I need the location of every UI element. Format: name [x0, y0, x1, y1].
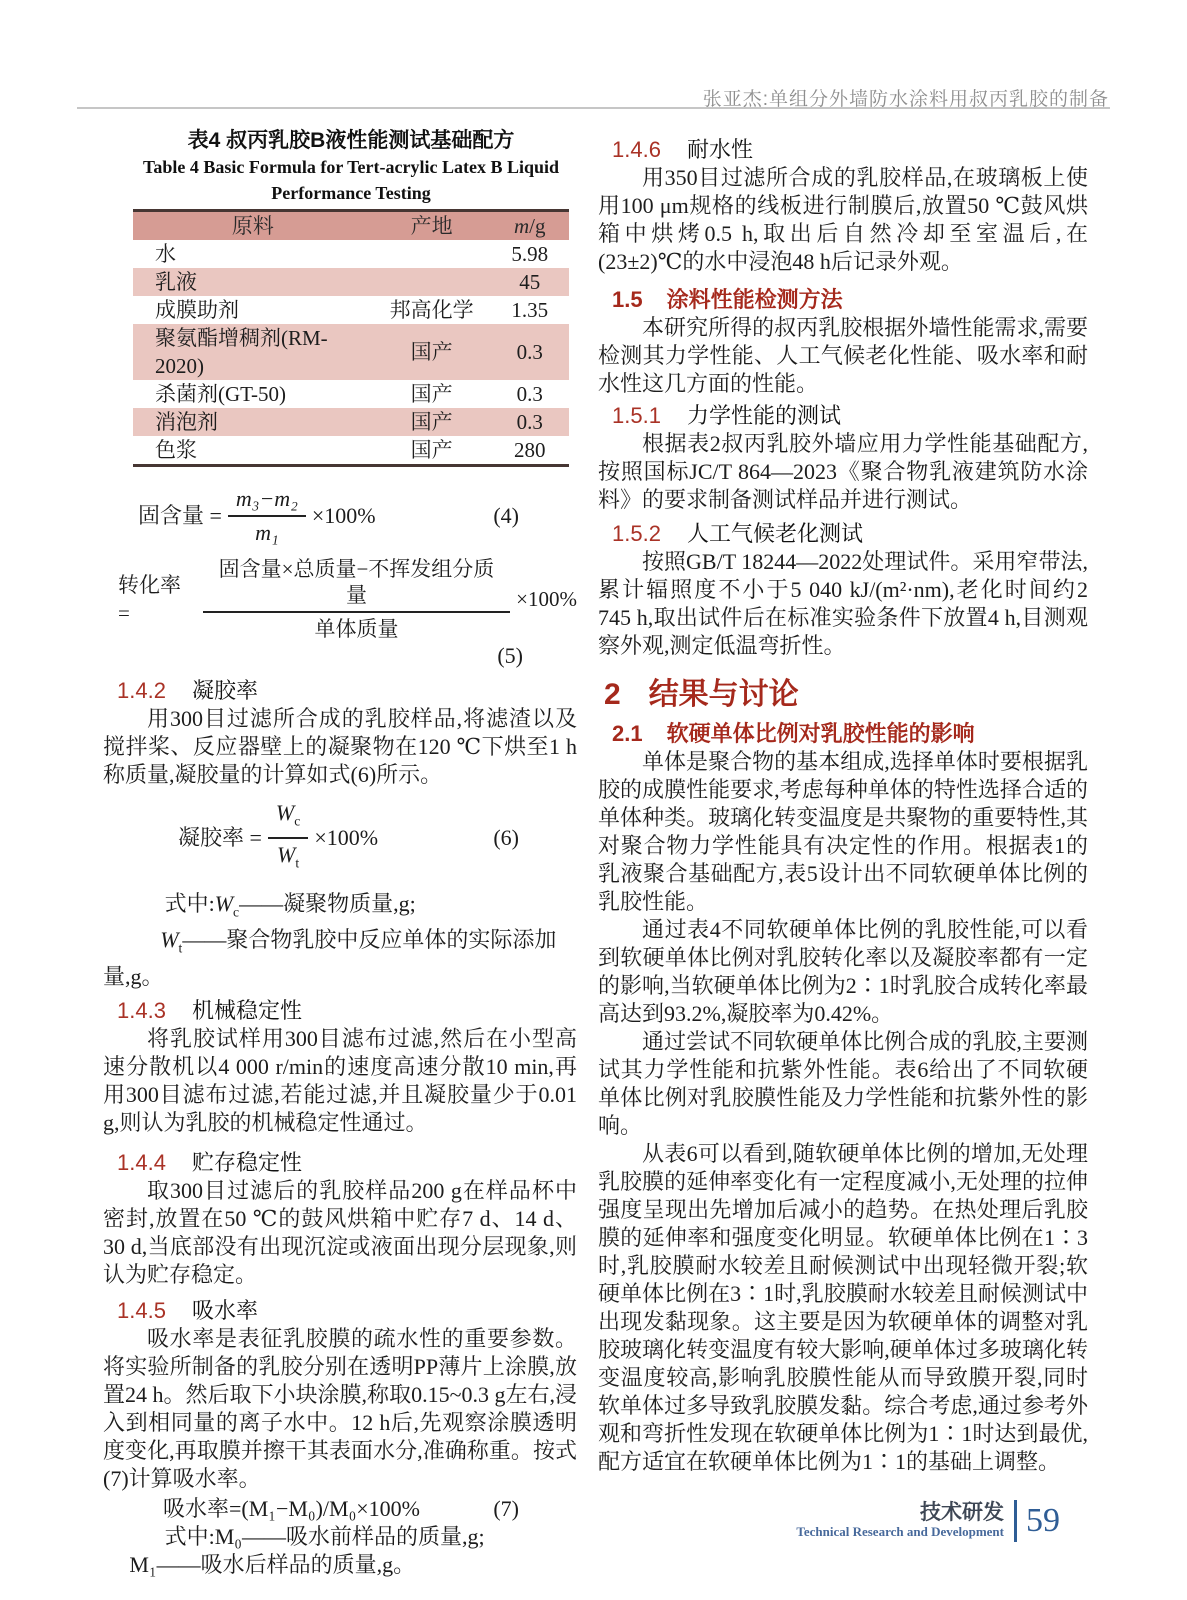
eq6-denominator: $W_t$: [277, 842, 300, 871]
paragraph-water-resistance: 用350目过滤所合成的乳胶样品,在玻璃板上使用100 μm规格的线板进行制膜后,放置50 ℃鼓风烘箱中烘烤0.5 h,取出后自然冷却至室温后,在(23±2)℃的水中浸泡48 h后记录外观。: [598, 165, 1088, 274]
paragraph-weathering-test: 按照GB/T 18244—2022处理试件。采用窄带法,累计辐照度不小于5 040 kJ/(m²·nm),老化时间约2 745 h,取出试件后在标准实验条件下放置4 h,目测观察外观,测定低温弯折性。: [598, 549, 1088, 658]
eq5-suffix: ×100%: [516, 587, 577, 611]
origin-cell: [373, 240, 491, 268]
material-cell: 杀菌剂(GT-50): [155, 382, 287, 406]
col-header-origin: 产地: [373, 211, 491, 241]
eq4-suffix: ×100%: [311, 503, 376, 528]
eq7-note-2: M₁——吸水后样品的质量,g。: [129, 1551, 416, 1577]
eq4-denominator: m₁: [255, 520, 279, 545]
section-heading-1-4-3: [103, 997, 577, 1025]
paragraph-gel-rate: 用300目过滤所合成的乳胶样品,将滤渣以及搅拌桨、反应器壁上的凝聚物在120 ℃下烘至1 h称质量,凝胶量的计算如式(6)所示。: [103, 706, 577, 787]
section-heading-1-4-6: [598, 136, 1088, 164]
equation-5: [118, 555, 577, 643]
mass-cell: 0.3: [491, 408, 569, 436]
section-title: 吸水率: [191, 1297, 258, 1323]
eq5-number: (5): [497, 643, 523, 668]
section-number: 1.4.5: [117, 1297, 166, 1323]
section-title: 耐水性: [686, 137, 753, 162]
col-header-mass: [491, 211, 569, 241]
mass-cell: 280: [514, 438, 546, 462]
eq4-numerator: m₃−m₂: [228, 485, 306, 517]
section-number: 1.4.3: [117, 997, 166, 1023]
paragraph-ratio-tests: 通过尝试不同软硬单体比例合成的乳胶,主要测试其力学性能和抗紫外性能。表6给出了不同软硬单体比例对乳胶膜性能及力学性能和抗紫外性的影响。: [598, 1029, 1088, 1138]
section-heading-2: [598, 676, 1088, 714]
table-row: [133, 436, 569, 466]
eq6-note-1: 式中$:W_c——$凝聚物质量,g;: [164, 890, 416, 920]
eq6-suffix: ×100%: [314, 825, 379, 851]
material-cell: 色浆: [155, 438, 197, 462]
mass-cell: 0.3: [491, 324, 569, 380]
paragraph-monomer-intro: 单体是聚合物的基本组成,选择单体时要根据乳胶的成膜性能要求,考虑每种单体的特性选择合适的单体种类。玻璃化转变温度是共聚物的重要特性,其对聚合物力学性能具有决定性的作用。根据表1的乳液聚合基础配方,表5设计出不同软硬单体比例的乳胶性能。: [598, 749, 1088, 914]
footer-section: [796, 1502, 1004, 1540]
section-title: 涂料性能检测方法: [666, 287, 843, 312]
section-heading-1-4-2: [103, 677, 577, 705]
material-cell: 成膜助剂: [155, 298, 239, 322]
paragraph-mechanical-stability: 将乳胶试样用300目滤布过滤,然后在小型高速分散机以4 000 r/min的速度高速分散10 min,再用300目滤布过滤,若能过滤,并且凝胶量少于0.01 g,则认为乳胶的机械稳定性通过。: [103, 1025, 577, 1135]
table4-caption-en-line2: Performance Testing: [271, 183, 431, 203]
eq6-lhs: 凝胶率 =: [178, 825, 262, 851]
eq5-fraction: [203, 555, 510, 643]
section-title: 结果与讨论: [648, 678, 799, 711]
section-title: 贮存稳定性: [191, 1149, 302, 1175]
table4-header-row: [133, 211, 569, 241]
table4: [133, 209, 569, 467]
table-row: [133, 240, 569, 268]
footer-section-cn: 技术研发: [920, 1501, 1004, 1524]
section-number: 1.5.2: [612, 521, 661, 546]
section-title: 人工气候老化测试: [686, 521, 863, 546]
col-header-material: 原料: [133, 211, 373, 241]
eq5-numerator: 固含量×总质量−不挥发组分质量: [203, 555, 510, 613]
section-heading-1-5: [598, 286, 1088, 314]
mass-cell: 5.98: [511, 242, 549, 266]
section-number: 1.4.4: [117, 1149, 166, 1175]
origin-cell: 国产: [410, 438, 453, 462]
left-column: [103, 128, 577, 1579]
section-title: 力学性能的测试: [686, 403, 841, 428]
table-row: [133, 324, 569, 380]
section-heading-2-1: [598, 720, 1088, 748]
right-column: [598, 128, 1088, 1476]
paragraph-mechanical-test: 根据表2叔丙乳胶外墙应用力学性能基础配方,按照国标JC/T 864—2023《聚合物乳液建筑防水涂料》的要求制备测试样品并进行测试。: [598, 431, 1088, 512]
equation-7: [163, 1495, 577, 1523]
table4-block: [133, 128, 569, 467]
table-row: [133, 268, 569, 296]
section-title: 软硬单体比例对乳胶性能的影响: [666, 721, 975, 746]
section-number: 1.5.1: [612, 403, 661, 428]
table-row: [133, 408, 569, 436]
table-row: [133, 296, 569, 324]
mass-symbol: m: [514, 214, 530, 238]
paragraph-coating-test-methods: 本研究所得的叔丙乳胶根据外墙性能需求,需要检测其力学性能、人工气候老化性能、吸水率和耐水性这几方面的性能。: [598, 315, 1088, 396]
page-footer: [796, 1500, 1060, 1542]
table-row: [133, 380, 569, 408]
section-title: 凝胶率: [191, 678, 258, 703]
eq6-fraction: [268, 799, 308, 878]
origin-cell: 国产: [373, 408, 491, 436]
table4-caption-en-line1: Table 4 Basic Formula for Tert-acrylic Latex B Liquid: [142, 157, 559, 177]
equation-4: [138, 485, 577, 547]
paragraph-conversion-result: 通过表4不同软硬单体比例的乳胶性能,可以看到软硬单体比例对乳胶转化率以及凝胶率都有一定的影响,当软硬单体比例为2∶1时乳胶合成转化率最高达到93.2%,凝胶率为0.42%。: [598, 917, 1088, 1026]
footer-section-en: Technical Research and Development: [796, 1524, 1004, 1539]
origin-cell: 邦高化学: [389, 298, 474, 322]
eq7-number: (7): [493, 1495, 519, 1521]
paragraph-water-absorption: 吸水率是表征乳胶膜的疏水性的重要参数。将实验所制备的乳胶分别在透明PP薄片上涂膜,放置24 h。然后取下小块涂膜,称取0.15~0.3 g左右,浸入到相同量的离子水中。12 h后,先观察涂膜透明度变化,再取膜并擦干其表面水分,准确称重。按式(7)计算吸水率。: [103, 1325, 577, 1491]
material-cell: 水: [155, 242, 176, 266]
mass-cell: 1.35: [511, 298, 549, 322]
section-heading-1-5-1: [598, 402, 1088, 430]
running-head: 张亚杰:单组分外墙防水涂料用叔丙乳胶的制备: [702, 89, 1109, 110]
section-title: 机械稳定性: [191, 997, 302, 1023]
eq6-note-2: $W_t——$聚合物乳胶中反应单体的实际添加量,g。: [103, 927, 557, 989]
eq5-lhs: 转化率 =: [118, 573, 181, 625]
mass-cell: 45: [491, 268, 569, 296]
eq6-numerator: $W_c$: [268, 799, 308, 839]
section-number: 2: [604, 678, 621, 711]
mass-unit: /g: [529, 214, 546, 238]
footer-divider: [1014, 1500, 1017, 1542]
section-heading-1-4-5: [103, 1297, 577, 1325]
material-cell: 消泡剂: [133, 408, 373, 436]
eq4-number: (4): [493, 503, 519, 528]
eq7-note-1: 式中:M₀——吸水前样品的质量,g;: [164, 1523, 485, 1549]
section-number: 1.4.6: [612, 137, 661, 162]
eq6-number: (6): [493, 825, 519, 851]
mass-cell: 0.3: [516, 382, 543, 406]
section-number: 1.5: [612, 287, 643, 312]
eq4-fraction: [228, 485, 306, 547]
equation-6: [178, 799, 577, 878]
origin-cell: [373, 268, 491, 296]
material-cell: 聚氨酯增稠剂(RM-2020): [133, 324, 373, 380]
origin-cell: 国产: [373, 324, 491, 380]
header-rule: [77, 107, 1110, 109]
eq5-denominator: 单体质量: [314, 617, 399, 641]
eq7-body: 吸水率=(M₁−M₀)/M₀×100%: [163, 1495, 421, 1521]
origin-cell: 国产: [410, 382, 453, 406]
page-number: 59: [1026, 1502, 1060, 1539]
section-heading-1-5-2: [598, 520, 1088, 548]
section-heading-1-4-4: [103, 1149, 577, 1177]
section-number: 1.4.2: [117, 678, 166, 703]
section-number: 2.1: [612, 721, 643, 746]
material-cell: 乳液: [133, 268, 373, 296]
paragraph-ratio-discussion: 从表6可以看到,随软硬单体比例的增加,无处理乳胶膜的延伸率变化有一定程度减小,无处理的拉伸强度呈现出先增加后减小的趋势。在热处理后乳胶膜的延伸率和强度变化明显。软硬单体比例在1∶3时,乳胶膜耐水较差且耐候测试中出现轻微开裂;软硬单体比例在3∶1时,乳胶膜耐水较差且耐候测试中出现发黏现象。这主要是因为软硬单体的调整对乳胶玻璃化转变温度有较大影响,硬单体过多玻璃化转变温度较高,影响乳胶膜性能从而导致膜开裂,同时软单体过多导致乳胶膜发黏。综合考虑,通过参考外观和弯折性发现在软硬单体比例为1∶1时达到最优,配方适宜在软硬单体比例为1∶1的基础上调整。: [598, 1141, 1088, 1474]
eq4-lhs: 固含量 =: [138, 503, 222, 528]
table4-caption-cn: 表4 叔丙乳胶B液性能测试基础配方: [187, 129, 515, 152]
paragraph-storage-stability: 取300目过滤后的乳胶样品200 g在样品杯中密封,放置在50 ℃的鼓风烘箱中贮存7 d、14 d、30 d,当底部没有出现沉淀或液面出现分层现象,则认为贮存稳定。: [103, 1177, 577, 1287]
